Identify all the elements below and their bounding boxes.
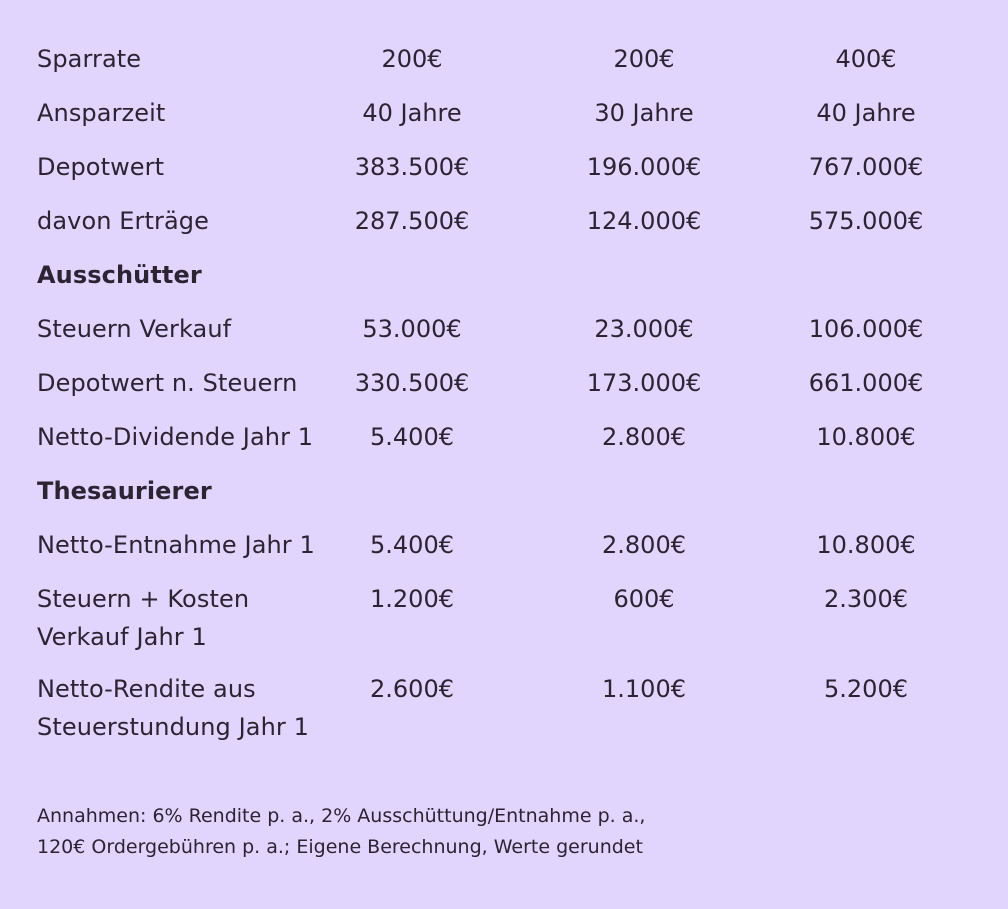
table-cell: 600€	[613, 585, 675, 613]
row-label	[37, 580, 337, 656]
row-label	[37, 670, 337, 746]
table-cell: 173.000€	[586, 369, 702, 397]
row-label: Steuern Verkauf	[37, 315, 232, 343]
table-cell: 23.000€	[594, 315, 694, 343]
table-cell: 2.600€	[370, 675, 454, 703]
table-row-ansparzeit	[37, 94, 977, 148]
table-cell: 383.500€	[354, 153, 470, 181]
table-cell: 200€	[613, 45, 675, 73]
table-cell: 53.000€	[362, 315, 462, 343]
table-cell: 2.300€	[824, 585, 908, 613]
table-row-netto-dividende	[37, 418, 977, 472]
section-heading: Ausschütter	[37, 261, 202, 289]
table-row-davon-ertraege	[37, 202, 977, 256]
table-cell: 400€	[835, 45, 897, 73]
table-cell: 196.000€	[586, 153, 702, 181]
footnote-line: Annahmen: 6% Rendite p. a., 2% Ausschüttung/Entnahme p. a.,	[37, 805, 646, 827]
table-cell: 2.800€	[602, 531, 686, 559]
section-heading: Thesaurierer	[37, 477, 212, 505]
row-label-line: Steuerstundung Jahr 1	[37, 713, 309, 741]
table-cell: 5.400€	[370, 531, 454, 559]
footnote	[37, 801, 937, 863]
table-cell: 40 Jahre	[362, 99, 462, 127]
table-cell: 124.000€	[586, 207, 702, 235]
table-cell: 330.500€	[354, 369, 470, 397]
row-label: Depotwert	[37, 153, 165, 181]
row-label-line: Netto-Rendite aus	[37, 675, 256, 703]
table-cell: 10.800€	[816, 423, 916, 451]
row-label: Sparrate	[37, 45, 142, 73]
footnote-line: 120€ Ordergebühren p. a.; Eigene Berechnung, Werte gerundet	[37, 836, 643, 858]
row-label: Netto-Entnahme Jahr 1	[37, 531, 315, 559]
table-cell: 40 Jahre	[816, 99, 916, 127]
comparison-table	[37, 40, 977, 760]
table-cell: 106.000€	[808, 315, 924, 343]
table-cell: 10.800€	[816, 531, 916, 559]
table-cell: 661.000€	[808, 369, 924, 397]
row-label-line: Verkauf Jahr 1	[37, 623, 207, 651]
table-cell: 5.200€	[824, 675, 908, 703]
table-cell: 767.000€	[808, 153, 924, 181]
table-cell: 30 Jahre	[594, 99, 694, 127]
table-row-netto-entnahme	[37, 526, 977, 580]
table-row-netto-rendite	[37, 670, 977, 760]
table-row-depotwert-n-steuern	[37, 364, 977, 418]
row-label: Depotwert n. Steuern	[37, 369, 298, 397]
row-label: Netto-Dividende Jahr 1	[37, 423, 314, 451]
table-cell: 575.000€	[808, 207, 924, 235]
table-cell: 2.800€	[602, 423, 686, 451]
row-label: davon Erträge	[37, 207, 209, 235]
table-cell: 1.200€	[370, 585, 454, 613]
table-cell: 5.400€	[370, 423, 454, 451]
table-row-steuern-verkauf	[37, 310, 977, 364]
section-heading-thesaurierer	[37, 472, 977, 526]
table-row-steuern-kosten	[37, 580, 977, 670]
table-row-sparrate	[37, 40, 977, 94]
row-label-line: Steuern + Kosten	[37, 585, 250, 613]
table-row-depotwert	[37, 148, 977, 202]
row-label: Ansparzeit	[37, 99, 166, 127]
table-cell: 1.100€	[602, 675, 686, 703]
table-cell: 200€	[381, 45, 443, 73]
section-heading-ausschuetter	[37, 256, 977, 310]
table-cell: 287.500€	[354, 207, 470, 235]
